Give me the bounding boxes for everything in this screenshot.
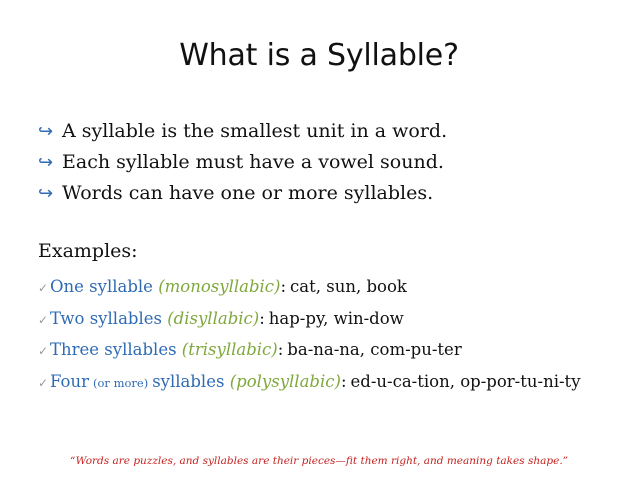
- closing-quote: “Words are puzzles, and syllables are their pieces—fit them right, and meaning takes shape.”: [69, 455, 569, 467]
- bullet-item: [38, 147, 447, 178]
- example-term: (polysyllabic): [229, 371, 341, 391]
- example-label: Two syllables: [50, 308, 162, 328]
- example-item: [38, 367, 581, 399]
- example-term: (monosyllabic): [158, 277, 281, 296]
- example-term: (trisyllabic): [181, 340, 278, 359]
- example-label: One syllable: [50, 277, 153, 296]
- example-words: ba-na-na, com-pu-ter: [287, 340, 462, 359]
- example-label-end: syllables: [152, 371, 225, 391]
- example-item: [38, 272, 581, 304]
- check-icon: ✓: [38, 344, 49, 358]
- example-item: [38, 304, 581, 336]
- example-separator: :: [277, 340, 284, 359]
- example-separator: :: [340, 371, 347, 391]
- example-term: (disyllabic): [167, 308, 260, 328]
- examples-list: [38, 272, 581, 398]
- bullet-item: [38, 116, 447, 147]
- bullet-text: A syllable is the smallest unit in a word.: [62, 120, 448, 142]
- bullet-text: Words can have one or more syllables.: [62, 182, 434, 204]
- example-words: cat, sun, book: [290, 277, 407, 296]
- curved-arrow-right-icon: ↪: [38, 183, 54, 204]
- bullet-list: [38, 116, 447, 209]
- bullet-item: [38, 178, 447, 209]
- check-icon: ✓: [38, 375, 49, 390]
- example-words: hap-py, win-dow: [268, 308, 404, 328]
- curved-arrow-right-icon: ↪: [38, 152, 54, 173]
- example-label: Three syllables: [50, 340, 177, 359]
- slide-title: What is a Syllable?: [179, 38, 459, 73]
- check-icon: ✓: [38, 281, 49, 295]
- check-icon: ✓: [38, 312, 49, 327]
- example-separator: :: [280, 277, 287, 296]
- example-label: Four: [50, 371, 89, 391]
- example-words: ed-u-ca-tion, op-por-tu-ni-ty: [350, 371, 581, 391]
- example-separator: :: [259, 308, 265, 328]
- examples-heading: Examples:: [38, 240, 138, 262]
- curved-arrow-right-icon: ↪: [38, 121, 54, 142]
- example-item: [38, 335, 581, 367]
- example-label-extra: (or more): [93, 375, 149, 390]
- bullet-text: Each syllable must have a vowel sound.: [62, 151, 444, 173]
